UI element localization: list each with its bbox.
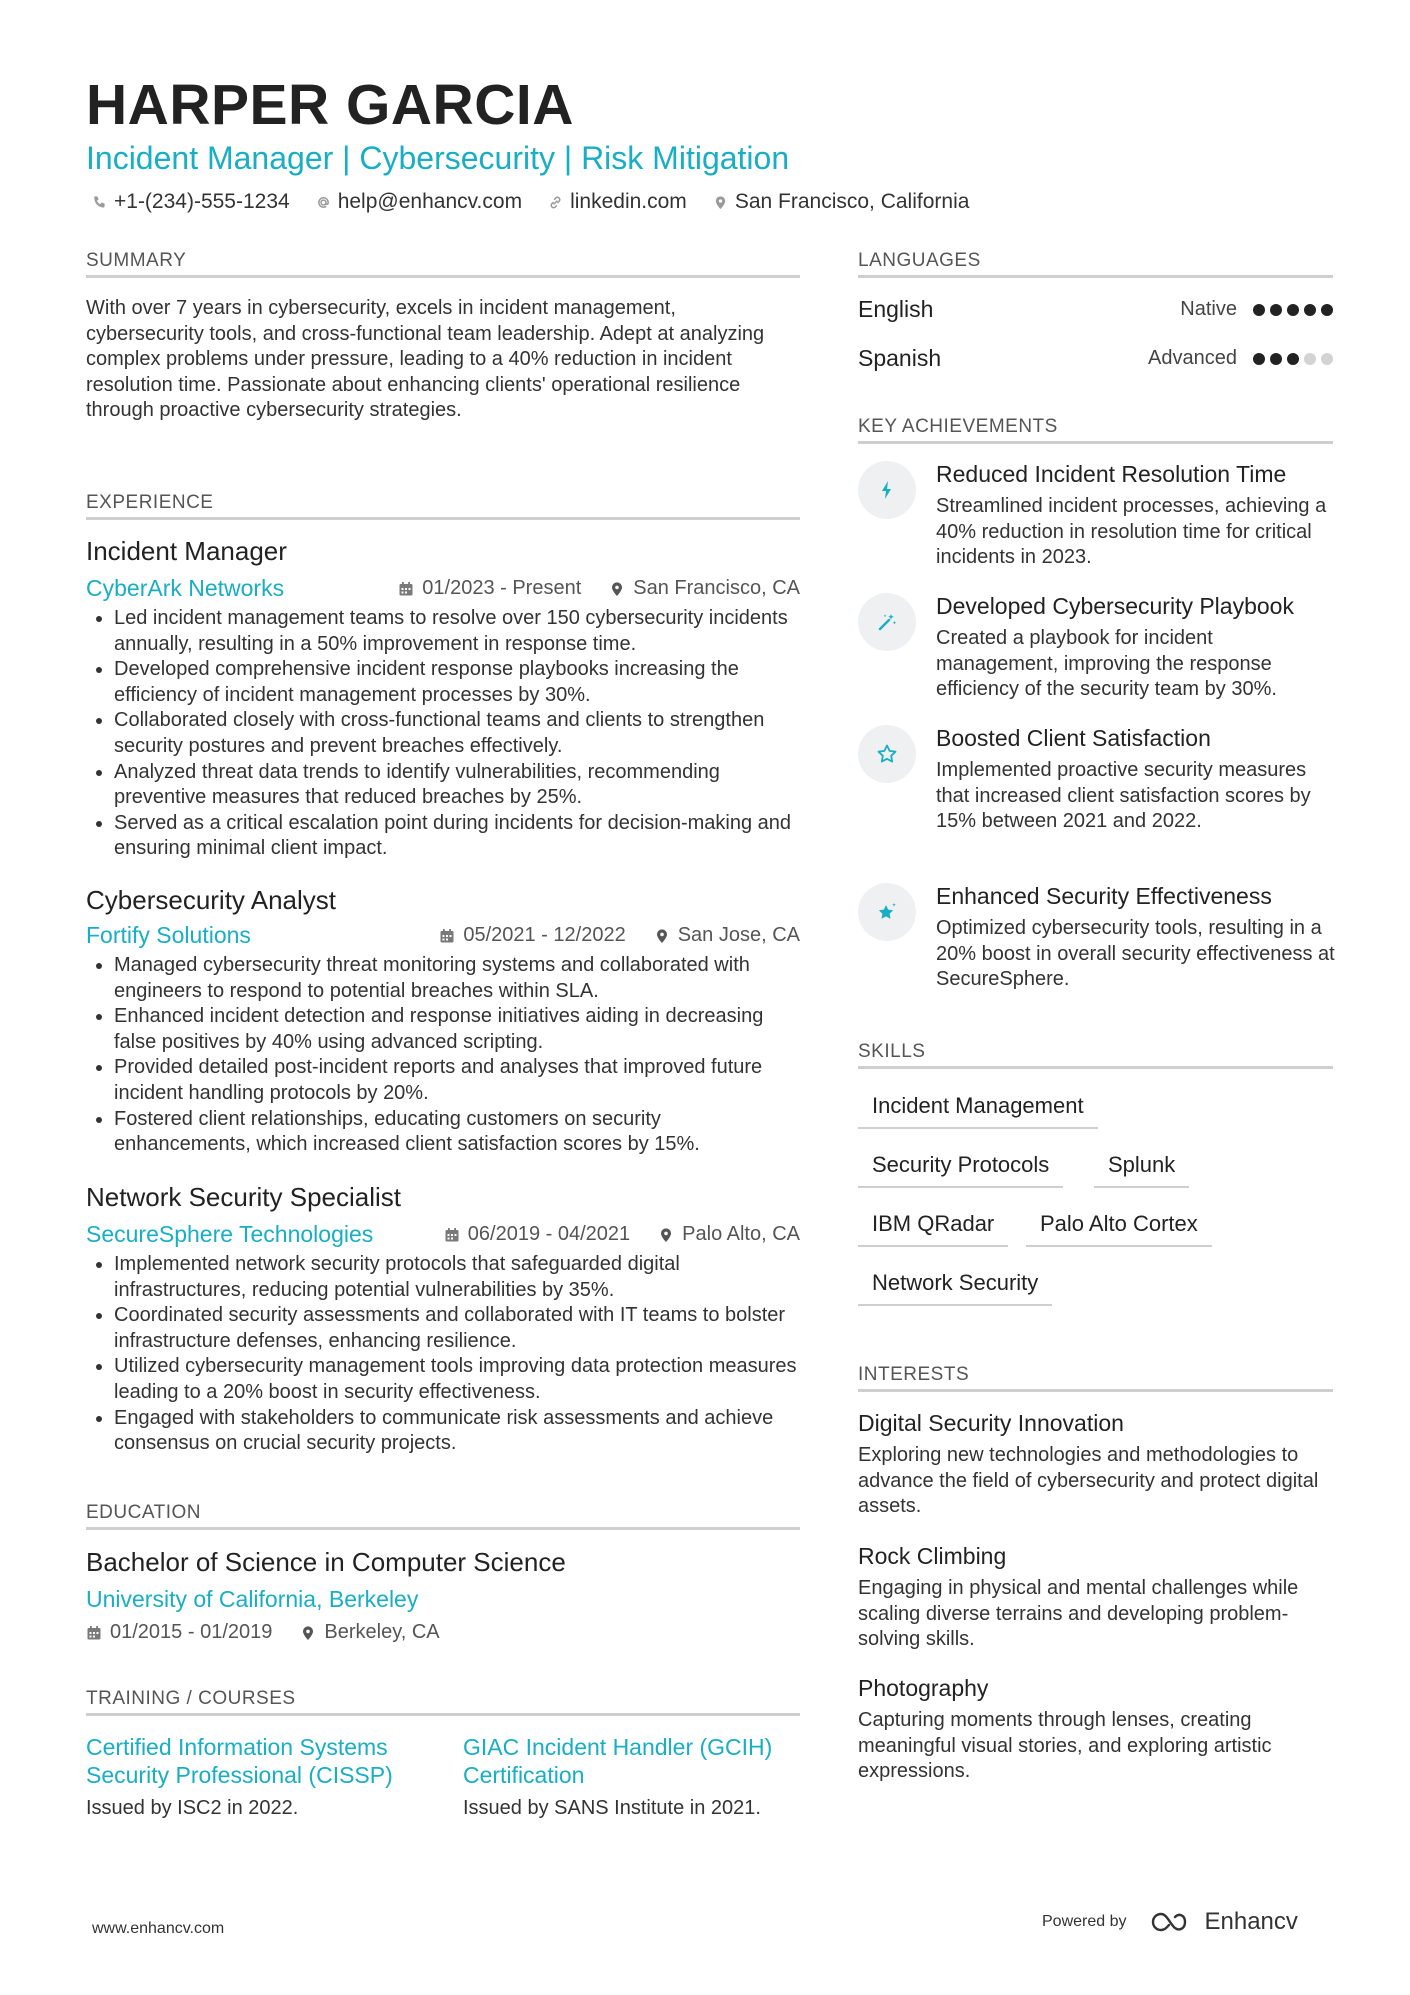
footer-website[interactable]: www.enhancv.com [92,1920,225,1937]
bullet-item: • Analyzed threat data trends to identify vulnerabilities, recommending preventive measures that reduced breaches by 25%. [114,760,800,811]
powered-by-label: Powered by [1042,1913,1127,1930]
achievement-badge [858,883,916,941]
course-desc: Issued by SANS Institute in 2021. [463,1797,761,1819]
location-pin-icon [713,195,728,210]
bullet-item: • Fostered client relationships, educating customers on security enhancements, which increased client satisfaction scores by 15%. [114,1107,800,1158]
brand-name: Enhancv [1204,1908,1298,1935]
education-dates [86,1621,272,1644]
school-name[interactable]: University of California, Berkeley [86,1586,419,1612]
skill-tag: Splunk [1094,1152,1189,1188]
rating-dot-filled [1270,353,1282,365]
phone-text: +1-(234)-555-1234 [114,190,290,213]
job-location-text: San Jose, CA [677,924,800,946]
job-location [609,577,800,600]
job-entry [86,885,800,1158]
education-dates-text: 01/2015 - 01/2019 [110,1621,273,1643]
job-dates-text: 05/2021 - 12/2022 [463,924,626,946]
education-location [300,1621,439,1644]
achievement-item [858,725,1338,835]
calendar-icon [398,581,414,597]
bullet-item: • Collaborated closely with cross-functional teams and clients to strengthen security postures and prevent breaches effectively. [114,708,800,759]
job-title: Incident Manager [86,536,287,566]
bullet-item: • Provided detailed post-incident reports and analyses that improved future incident handling protocols by 20%. [114,1055,800,1106]
interest-item [858,1543,1338,1653]
job-dates [398,577,581,600]
calendar-icon [439,928,455,944]
job-title: Cybersecurity Analyst [86,885,336,915]
company-name[interactable]: SecureSphere Technologies [86,1221,374,1247]
skills-heading: SKILLS [858,1041,926,1062]
skill-tag: Network Security [858,1270,1052,1306]
achievement-title: Enhanced Security Effectiveness [936,883,1272,909]
email-text: help@enhancv.com [337,190,523,213]
language-name: Spanish [858,345,942,371]
calendar-icon [86,1625,102,1641]
rating-dot-filled [1270,304,1282,316]
enhancv-logo-icon [1149,1909,1197,1935]
language-row [858,296,1333,323]
bullet-item: • Utilized cybersecurity management tools improving data protection measures leading to a 20% boost in security effectiveness. [114,1354,800,1405]
bullet-item: • Implemented network security protocols that safeguarded digital infrastructures, reducing potential vulnerabilities by 35%. [114,1252,800,1303]
bullet-item: • Enhanced incident detection and response initiatives aiding in decreasing false positives by 40% using advanced scripting. [114,1004,800,1055]
job-dates-text: 01/2023 - Present [422,577,582,599]
contact-linkedin[interactable] [548,190,687,214]
skill-tag: Palo Alto Cortex [1026,1211,1212,1247]
interest-title: Photography [858,1675,989,1701]
location-pin-icon [658,1227,674,1243]
contact-phone[interactable] [92,190,290,214]
achievement-badge [858,461,916,519]
skills-divider [858,1066,1333,1069]
interest-desc: Exploring new technologies and methodologies to advance the field of cybersecurity and protect digital assets. [858,1444,1319,1517]
achievement-badge [858,725,916,783]
candidate-name: HARPER GARCIA [86,73,574,137]
bullet-item: • Led incident management teams to resolve over 150 cybersecurity incidents annually, resulting in a 50% improvement in response time. [114,606,800,657]
job-dates [444,1223,630,1246]
achievement-desc: Streamlined incident processes, achieving a 40% reduction in resolution time for critical incidents in 2023. [936,495,1327,568]
bullet-item: • Engaged with stakeholders to communicate risk assessments and achieve consensus on crucial security projects. [114,1406,800,1457]
interest-item [858,1675,1338,1785]
rating-dot-empty [1321,353,1333,365]
location-pin-icon [300,1625,316,1641]
achievement-title: Developed Cybersecurity Playbook [936,593,1294,619]
job-location-text: Palo Alto, CA [682,1223,800,1245]
interest-title: Rock Climbing [858,1543,1007,1569]
brand-logo[interactable] [1149,1908,1298,1936]
language-row [858,345,1333,372]
job-entry [86,536,800,862]
job-bullets [86,606,800,862]
language-rating [1253,304,1333,316]
education-heading: EDUCATION [86,1502,201,1523]
education-entry [86,1547,800,1644]
bullet-item: • Coordinated security assessments and collaborated with IT teams to bolster infrastructure defenses, enhancing resilience. [114,1303,800,1354]
course-title[interactable]: GIAC Incident Handler (GCIH) Certification [463,1734,773,1788]
language-rating [1253,353,1333,365]
achievement-title: Reduced Incident Resolution Time [936,461,1287,487]
achievement-item [858,593,1338,703]
interest-item [858,1410,1338,1520]
rating-dot-filled [1253,304,1265,316]
headline: Incident Manager | Cybersecurity | Risk Mitigation [86,140,790,176]
training-divider [86,1713,800,1716]
bullet-item: • Developed comprehensive incident response playbooks increasing the efficiency of incident management processes by 30%. [114,657,800,708]
bullet-item: • Managed cybersecurity threat monitoring systems and collaborated with engineers to respond to potential breaches within SLA. [114,953,800,1004]
interest-desc: Engaging in physical and mental challenges while scaling diverse terrains and developing problem-solving skills. [858,1577,1299,1650]
job-bullets [86,1252,800,1457]
languages-heading: LANGUAGES [858,250,981,271]
location-pin-icon [609,581,625,597]
job-entry [86,1182,800,1457]
interests-heading: INTERESTS [858,1364,970,1385]
job-dates-text: 06/2019 - 04/2021 [467,1223,631,1245]
location-text: San Francisco, California [734,190,970,213]
rating-dot-filled [1287,353,1299,365]
summary-heading: SUMMARY [86,250,187,271]
linkedin-text: linkedin.com [570,190,687,213]
achievement-desc: Implemented proactive security measures that increased client satisfaction scores by 15% between 2021 and 2022. [936,759,1311,832]
contact-email[interactable] [316,190,522,214]
achievements-heading: KEY ACHIEVEMENTS [858,416,1058,437]
achievement-desc: Optimized cybersecurity tools, resulting in a 20% boost in overall security effectiveness at SecureSphere. [936,917,1335,990]
calendar-icon [444,1227,460,1243]
course-item [463,1733,808,1820]
experience-divider [86,517,800,520]
phone-icon [92,195,107,210]
achievement-title: Boosted Client Satisfaction [936,725,1211,751]
rating-dot-filled [1253,353,1265,365]
languages-divider [858,275,1333,278]
interest-title: Digital Security Innovation [858,1410,1124,1436]
star-outline-icon [875,742,899,766]
job-bullets [86,953,800,1158]
job-dates [439,924,625,947]
contact-bar [92,190,969,214]
education-location-text: Berkeley, CA [324,1621,440,1643]
training-heading: TRAINING / COURSES [86,1688,296,1709]
experience-heading: EXPERIENCE [86,492,214,513]
footer-branding [1042,1908,1298,1936]
degree-title: Bachelor of Science in Computer Science [86,1547,566,1577]
course-title[interactable]: Certified Information Systems Security Professional (CISSP) [86,1734,393,1788]
job-location [658,1223,800,1246]
summary-divider [86,275,800,278]
interests-divider [858,1389,1333,1392]
language-level: Native [1180,298,1237,320]
location-pin-icon [654,928,670,944]
job-title: Network Security Specialist [86,1182,401,1212]
language-level: Advanced [1148,347,1237,369]
skill-tag: IBM QRadar [858,1211,1008,1247]
lightning-icon [875,478,899,502]
course-desc: Issued by ISC2 in 2022. [86,1797,299,1819]
achievement-item [858,883,1338,993]
rating-dot-filled [1321,304,1333,316]
rating-dot-filled [1304,304,1316,316]
contact-location [713,190,970,214]
achievements-divider [858,441,1333,444]
skill-tag: Incident Management [858,1093,1098,1129]
wand-icon [875,610,899,634]
rating-dot-empty [1304,353,1316,365]
at-icon [316,195,331,210]
achievement-badge [858,593,916,651]
job-location-text: San Francisco, CA [633,577,800,599]
language-name: English [858,296,934,322]
course-item [86,1733,431,1820]
company-name[interactable]: CyberArk Networks [86,575,285,601]
education-divider [86,1527,800,1530]
summary-text: With over 7 years in cybersecurity, excels in incident management, cybersecurity tools, and cross-functional team leadership. Adept at analyzing complex problems under pressure, leading to a 40% reduction in incident resolution time. Passionate about enhancing clients' operational resilience through proactive cybersecurity strategies. [86,297,765,421]
skill-tag: Security Protocols [858,1152,1063,1188]
job-location [654,924,800,947]
achievement-item [858,461,1338,571]
star-sparkle-icon [875,900,899,924]
bullet-item: • Served as a critical escalation point during incidents for decision-making and ensuring minimal client impact. [114,811,800,862]
company-name[interactable]: Fortify Solutions [86,922,251,948]
rating-dot-filled [1287,304,1299,316]
interest-desc: Capturing moments through lenses, creating meaningful visual stories, and exploring artistic expressions. [858,1709,1272,1782]
link-icon [548,195,563,210]
achievement-desc: Created a playbook for incident management, improving the response efficiency of the security team by 30%. [936,627,1277,700]
